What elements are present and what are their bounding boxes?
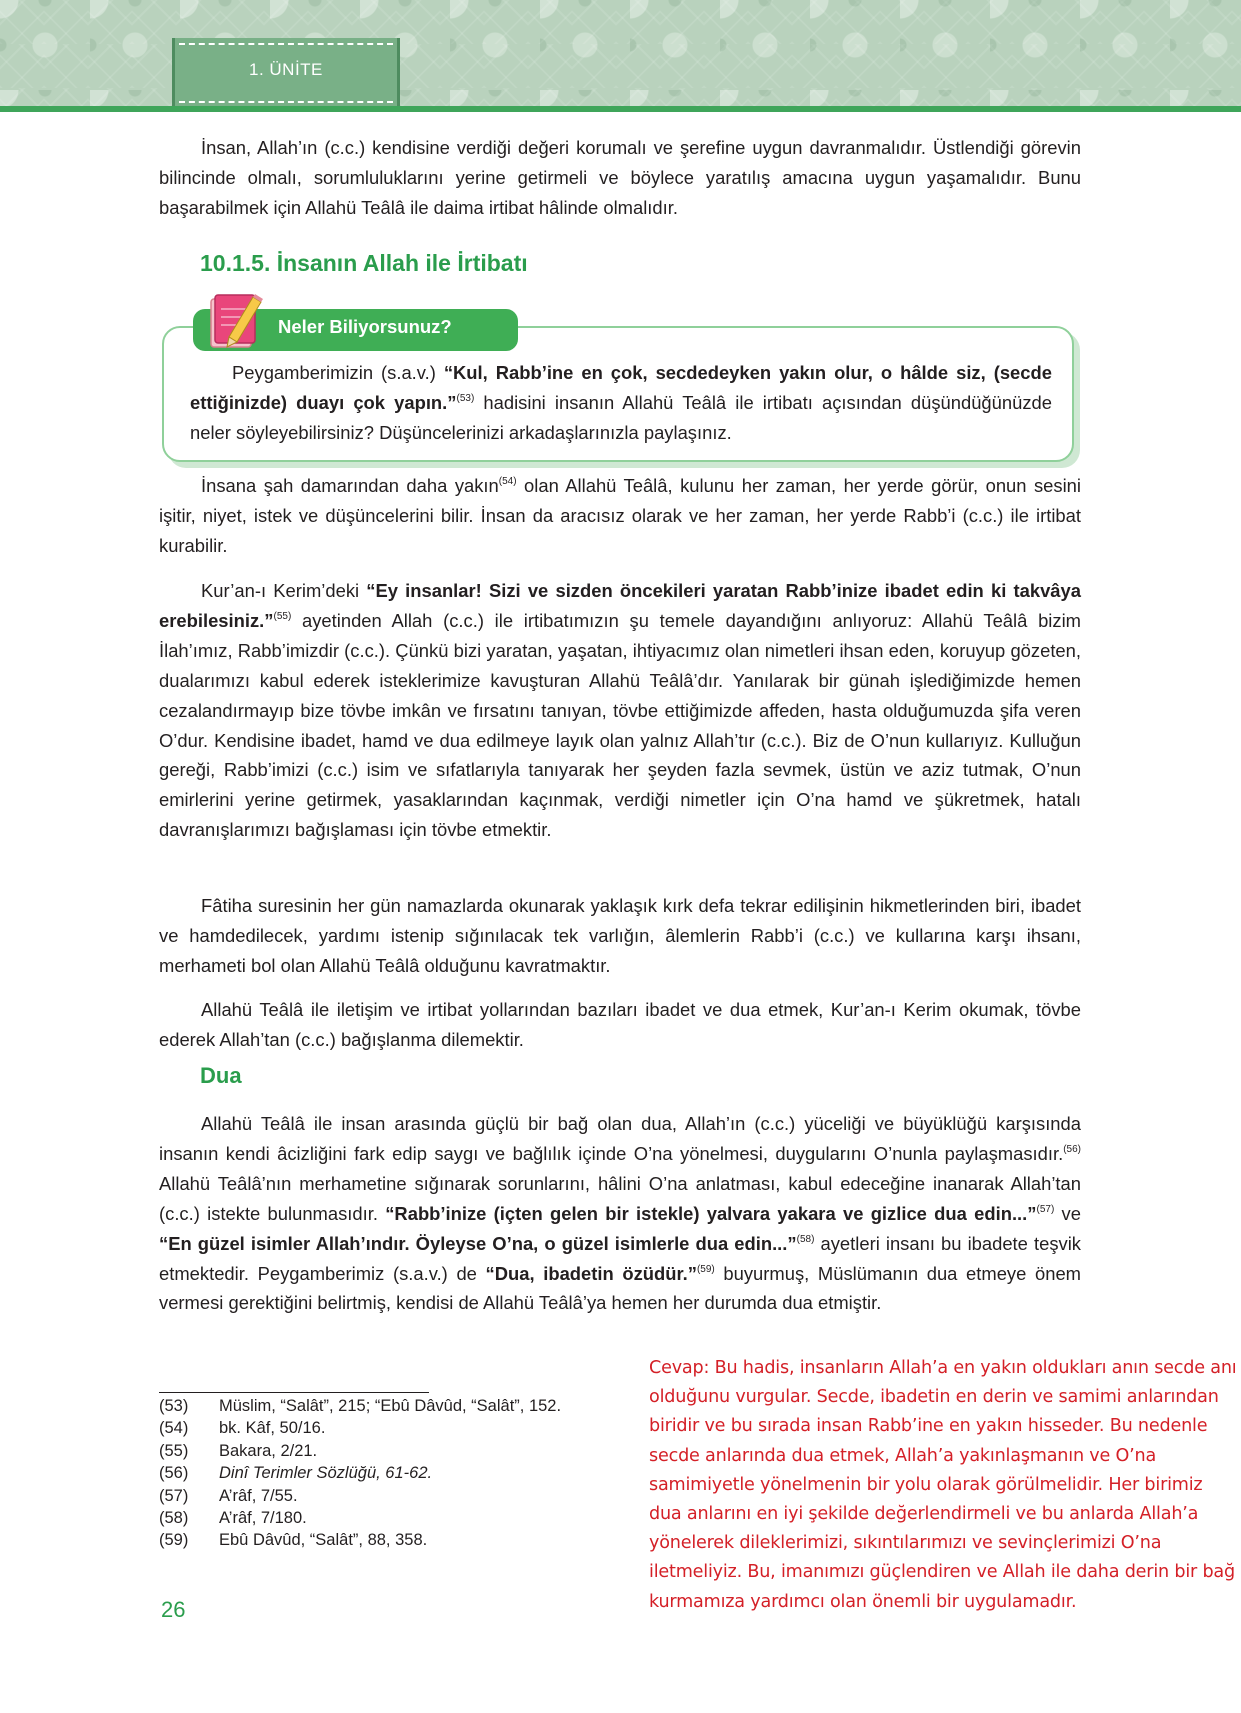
footnote-rule bbox=[159, 1392, 429, 1393]
footnotes bbox=[159, 1395, 561, 1552]
footnote-58: (58) A’râf, 7/180. bbox=[159, 1509, 307, 1528]
question-box-text: Peygamberimizin (s.a.v.) “Kul, Rabb’ine en çok, secdedeyken yakın olur, o hâlde siz, (secde ettiğinizde) duayı çok yapın.”$^{(53)}$ hadisini insanın Allahü Teâlâ ile irtibatı açısından düşündüğünüzde neler söyleyebilirsiniz? Düşüncelerinizi arkadaşlarınızla paylaşınız. bbox=[190, 362, 1052, 443]
footnote-57: (57) A’râf, 7/55. bbox=[159, 1486, 298, 1505]
header-divider bbox=[0, 106, 1241, 112]
note-pencil-icon bbox=[207, 291, 263, 355]
paragraph-2: İnsana şah damarından daha yakın$^{(54)}$ olan Allahü Teâlâ, kulunu her zaman, her yerde görür, onun sesini işitir, niyet, istek ve düşüncelerini bilir. İnsan da aracısız olarak ve her zaman, her yerde Rabb’i (c.c.) ile irtibat kurabilir. bbox=[159, 475, 1081, 556]
footnote-55: (55) Bakara, 2/21. bbox=[159, 1441, 318, 1460]
footnote-54: (54) bk. Kâf, 50/16. bbox=[159, 1419, 326, 1438]
footnote-53: (53) Müslim, “Salât”, 215; “Ebû Dâvûd, “Salât”, 152. bbox=[159, 1397, 562, 1415]
footnote-56: (56) Dinî Terimler Sözlüğü, 61-62. bbox=[159, 1464, 433, 1483]
intro-paragraph: İnsan, Allah’ın (c.c.) kendisine verdiği değeri korumalı ve şerefine uygun davranmalıdır. Üstlendiği görevin bilincinde olmalı, sorumluluklarını yerine getirmeli ve böylece yaratılış amacına uygun yaşamalıdır. Bunu başarabilmek için Allahü Teâlâ ile daima irtibat hâlinde olmalıdır. bbox=[159, 137, 1081, 218]
dua-paragraph: Allahü Teâlâ ile insan arasında güçlü bir bağ olan dua, Allah’ın (c.c.) yüceliği ve büyüklüğü karşısında insanın kendi âcizliğini fark edip saygı ve bağlılık içinde O’na yönelmesi, duygularını O’nunla paylaşmasıdır.$^{(56)}$ Allahü Teâlâ’nın merhametine sığınarak sorunlarını, hâlini O’na anlatması, kabul edeceğine inanarak Allah’tan (c.c.) istekte bulunmasıdır. “Rabb’inize (içten gelen bir istekle) yalvara yakara ve gizlice dua edin...”$^{(57)}$ ve “En güzel isimler Allah’ındır. Öyleyse O’na, o güzel isimlerle dua edin...”$^{(58)}$ ayetleri insanı bu ibadete teşvik etmektedir. Peygamberimiz (s.a.v.) de “Dua, ibadetin özüdür.”$^{(59)}$ buyurmuş, Müslümanın dua etmeye önem vermesi gerektiğini belirtmiş, kendisi de Allahü Teâlâ’ya hemen her durumda dua etmiştir. bbox=[159, 1113, 1081, 1314]
unit-tab bbox=[172, 38, 400, 106]
paragraph-3: Kur’an-ı Kerim’deki “Ey insanlar! Sizi ve sizden öncekileri yaratan Rabb’inize ibadet edin ki takvâya erebilesiniz.”$^{(55)}$ ayetinden Allah (c.c.) ile irtibatımızın şu temele dayandığını anlıyoruz: Allahü Teâlâ bizim İlah’ımız, Rabb’imizdir (c.c.). Çünkü bizi yaratan, yaşatan, ihtiyacımız olan nimetleri ihsan eden, koruyup gözeten, dualarımızı kabul ederek isteklerimize kavuşturan Allahü Teâlâ’dır. Yanılarak bir günah işlediğimizde hemen cezalandırmayıp bize tövbe imkân ve fırsatını tanıyan, tövbe ettiğimizde affeden, hasta olduğumuzda şifa veren O’dur. Kendisine ibadet, hamd ve dua edilmeye layık olan yalnız Allah’tır (c.c.). Biz de O’nun kullarıyız. Kulluğun gereği, Rabb’imizi (c.c.) isim ve sıfatlarıyla tanıyarak her şeyden fazla sevmek, üstün ve aziz tutmak, O’nun emirlerini yerine getirmek, yasaklarından kaçınmak, verdiği nimetler için O’na hamd ve şükretmek, hatalı davranışlarımızı bağışlaması için tövbe etmektir. bbox=[159, 580, 1081, 841]
answer-text: Cevap: Bu hadis, insanların Allah’a en yakın oldukları anın secde anı olduğunu vurgular. Secde, ibadetin en derin ve samimi anlarından biridir ve bu sırada insan Rabb’ine en yakın hisseder. Bu nedenle secde anlarında dua etmek, Allah’a yakınlaşmanın ve O’na samimiyetle yönelmenin bir yolu olarak görülmelidir. Her birimiz dua anlarını en iyi şekilde değerlendirmeli ve bu anlarda Allah’a yönelerek dileklerimizi, sıkıntılarımızı ve sevinçlerimizi O’na iletmeliyiz. Bu, imanımızı güçlendiren ve Allah ile daha derin bir bağ kurmamıza yardımcı olan önemli bir uygulamadır. bbox=[649, 1358, 1237, 1612]
paragraph-4: Fâtiha suresinin her gün namazlarda okunarak yaklaşık kırk defa tekrar edilişinin hikmetlerinden biri, ibadet ve hamdedilecek, yardımı istenip sığınılacak tek varlığın, âlemlerin Rabb’i (c.c.) ve kullarına karşı ihsanı, merhameti bol olan Allahü Teâlâ olduğunu kavratmaktır. bbox=[159, 895, 1081, 976]
question-box-title: Neler Biliyorsunuz? bbox=[278, 316, 452, 337]
paragraph-5: Allahü Teâlâ ile iletişim ve irtibat yollarından bazıları ibadet ve dua etmek, Kur’an-ı Kerim okumak, tövbe ederek Allah’tan (c.c.) bağışlanma dilemektir. bbox=[159, 999, 1081, 1050]
dua-heading: Dua bbox=[200, 1063, 242, 1088]
footnote-59: (59) Ebû Dâvûd, “Salât”, 88, 358. bbox=[159, 1531, 428, 1550]
section-heading: 10.1.5. İnsanın Allah ile İrtibatı bbox=[200, 250, 528, 276]
page-number: 26 bbox=[161, 1597, 186, 1622]
unit-label: 1. ÜNİTE bbox=[249, 60, 323, 79]
